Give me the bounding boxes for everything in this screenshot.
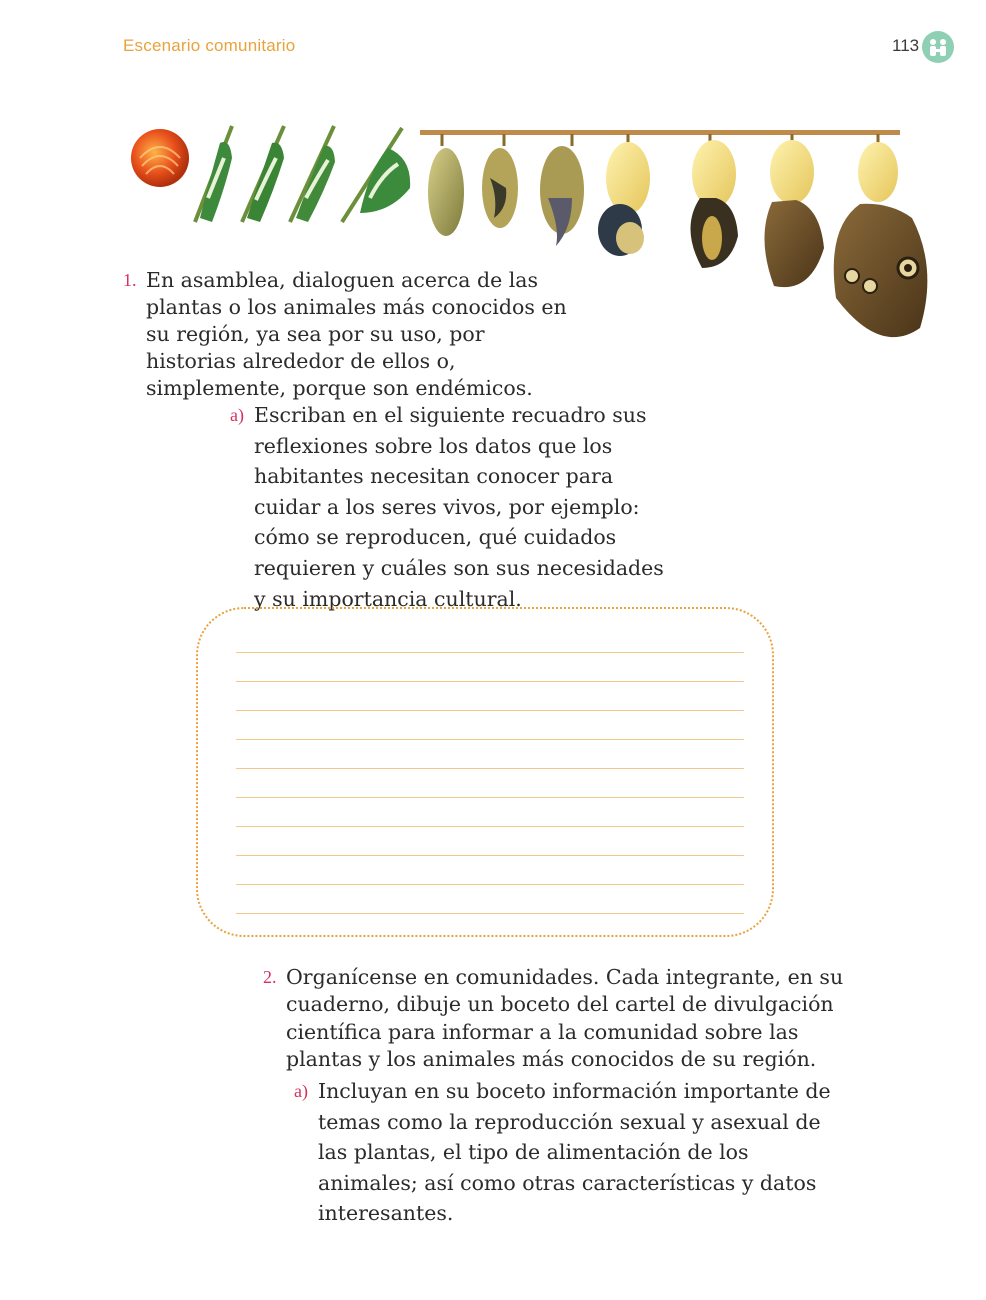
egg-icon [131,129,189,187]
subitem-text: Escriban en el siguiente recuadro sus reflexiones sobre los datos que los habitantes necesitan conocer para cuidar a los seres vivos, por ejemplo: cómo se reproducen, qué cuidados requieren y cuáles son sus necesidades y su importancia cultural. [254,403,664,611]
caterpillar-icon [195,126,232,222]
writing-line[interactable] [236,797,744,798]
writing-line[interactable] [236,768,744,769]
question-number: 1. [123,270,137,290]
question-1 [123,267,576,402]
subitem-letter: a) [294,1081,308,1101]
writing-line[interactable] [236,652,744,653]
question-2 [263,964,846,1074]
chrysalis-icon [598,134,650,256]
writing-line[interactable] [236,855,744,856]
chrysalis-icon [540,134,584,246]
community-icon [922,31,954,63]
caterpillar-icon [242,126,284,222]
subitem-text: Incluyan en su boceto información importante de temas como la reproducción sexual y asexual de las plantas, el tipo de alimentación de los animales; así como otras características y datos interesantes. [318,1079,831,1226]
writing-line[interactable] [236,884,744,885]
caterpillar-icon [290,126,335,222]
chrysalis-icon [428,134,464,236]
question-text: En asamblea, dialoguen acerca de las plantas o los animales más conocidos en su región, ya sea por su uso, por historias alrededor de ellos o, simplemente, porque son endémicos. [146,268,567,400]
answer-box[interactable] [196,607,774,937]
butterfly-icon [834,134,928,337]
chrysalis-icon [764,134,824,287]
page-number: 113 [892,36,920,55]
writing-line[interactable] [236,739,744,740]
writing-line[interactable] [236,826,744,827]
chrysalis-icon [690,134,738,268]
question-text: Organícense en comunidades. Cada integrante, en su cuaderno, dibuje un boceto del cartel de divulgación científica para informar a la comunidad sobre las plantas y los animales más conocidos de su región. [286,965,844,1072]
writing-line[interactable] [236,681,744,682]
writing-line[interactable] [236,913,744,914]
writing-line[interactable] [236,710,744,711]
caterpillar-icon [342,128,410,222]
question-1-subitem-a [230,400,674,614]
question-2-subitem-a [294,1076,838,1229]
chrysalis-icon [482,134,518,228]
question-number: 2. [263,967,277,987]
subitem-letter: a) [230,405,244,425]
section-title: Escenario comunitario [123,36,296,55]
